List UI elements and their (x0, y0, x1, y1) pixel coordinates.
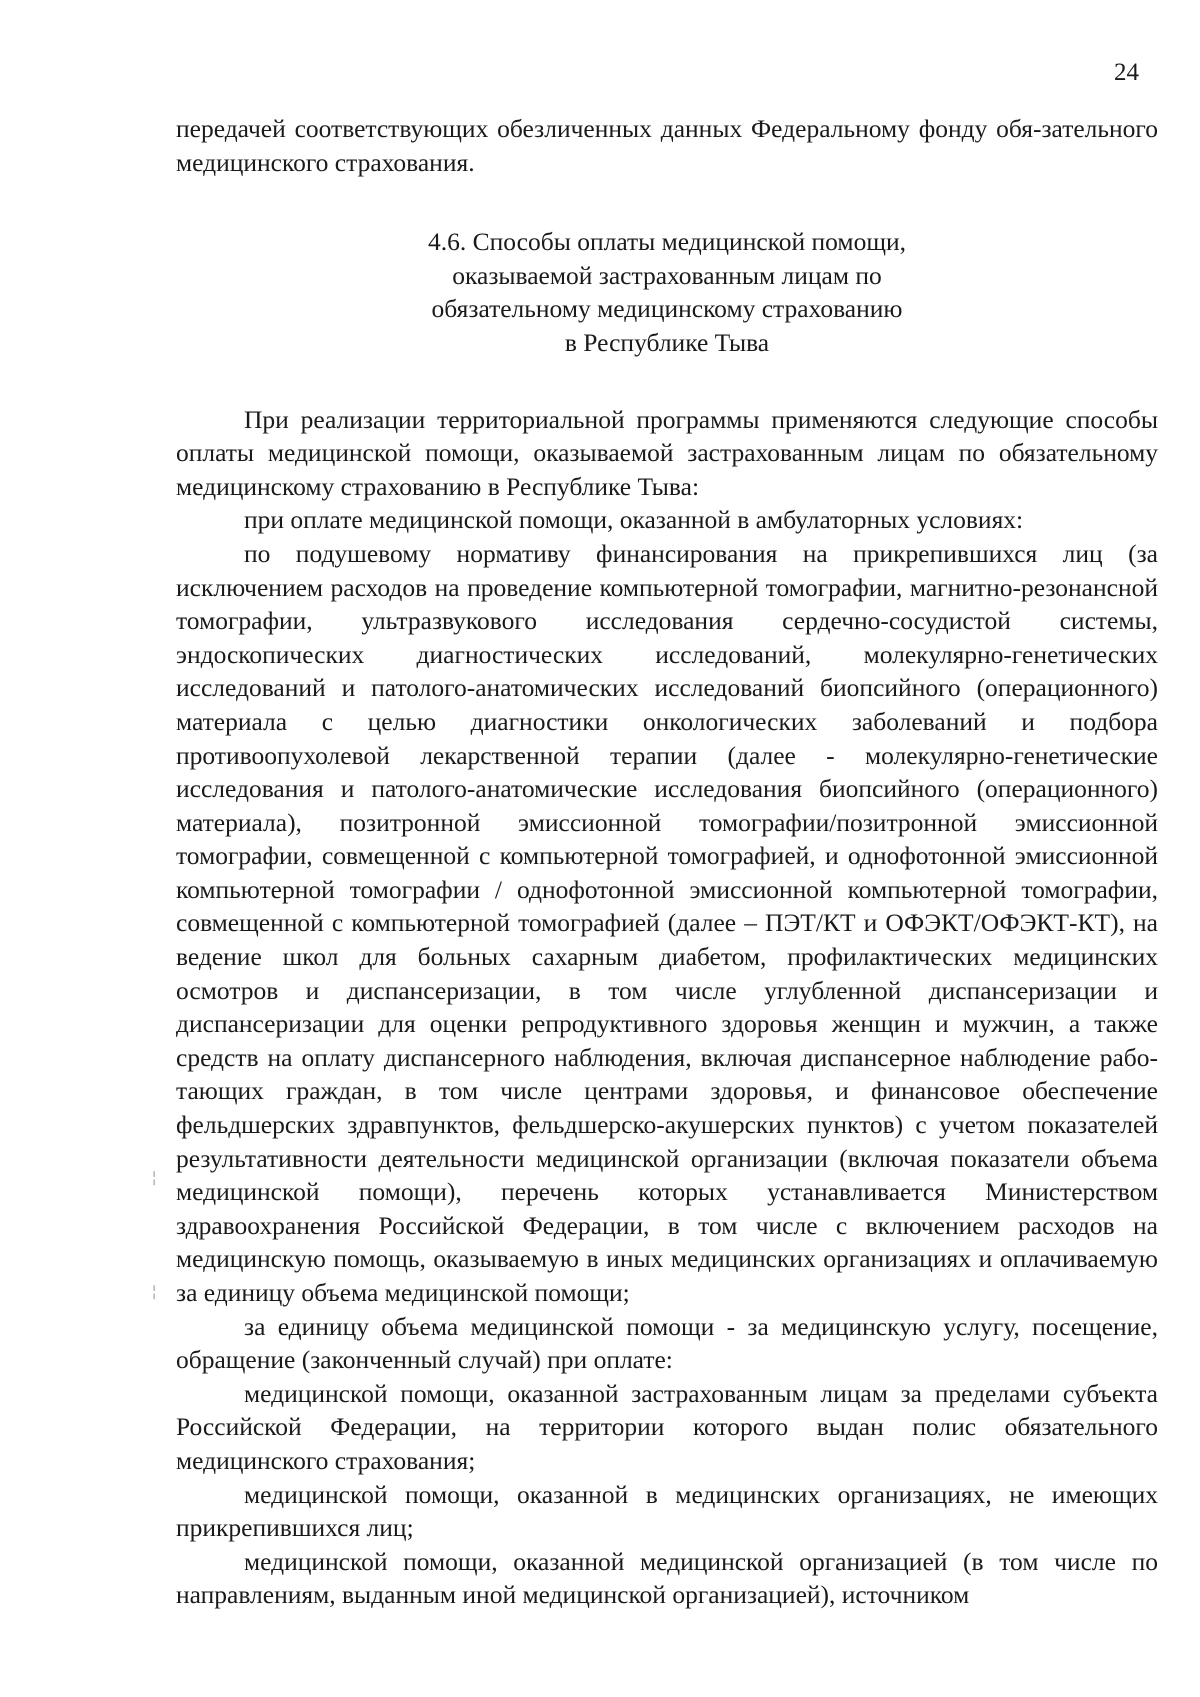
scan-artifact: ╎ (150, 1286, 159, 1301)
paragraph: по подушевому нормативу финансирования на прикрепившихся лиц (за исключением расходов на проведение компьютерной томографии, магнитно-резонансной томографии, ультразвукового исследования сердечно-сосудистой системы, эндоскопических диагностических исследований, молекулярно-генетических исследований и патолого-анатомических исследований биопсийного (операционного) материала с целью диагностики онкологических заболеваний и подбора противоопухолевой лекарственной терапии (далее - молекулярно-генетические исследования и патолого-анатомические исследования биопсийного (операционного) материала), позитронной эмиссионной томографии/позитронной эмиссионной томографии, совмещенной с компьютерной томографией, и однофотонной эмиссионной компьютерной томографии / однофотонной эмиссионной компьютерной томографии, совмещенной с компьютерной томографией (далее – ПЭТ/КТ и ОФЭКТ/ОФЭКТ-КТ), на ведение школ для больных сахарным диабетом, профилактических медицинских осмотров и диспансеризации, в том числе углубленной диспансеризации и диспансеризации для оценки репродуктивного здоровья женщин и мужчин, а также средств на оплату диспансерного наблюдения, включая диспансерное наблюдение работающих граждан, в том числе центрами здоровья, и финансовое обеспечение фельдшерских здравпунктов, фельдшерско-акушерских пунктов) с учетом показателей результативности деятельности медицинской организации (включая показатели объема медицинской помощи), перечень которых устанавливается Министерством здравоохранения Российской Федерации, в том числе с включением расходов на медицинскую помощь, оказываемую в иных медицинских организациях и оплачиваемую за единицу объема медицинской помощи; (176, 538, 1158, 1307)
page-number: 24 (1114, 59, 1139, 86)
heading-line: оказываемой застрахованным лицам по (452, 260, 882, 290)
paragraph: медицинской помощи, оказанной в медицинских организациях, не имеющих прикрепившихся лиц; (176, 1479, 1158, 1543)
section-heading (176, 225, 1158, 359)
paragraph: за единицу объема медицинской помощи - за медицинскую услугу, посещение, обращение (законченный случай) при оплате: (176, 1311, 1158, 1375)
heading-line: обязательному медицинскому страхованию (431, 294, 903, 324)
paragraph: медицинской помощи, оказанной застрахованным лицам за пределами субъекта Российской Федерации, на территории которого выдан полис обязательного медицинского страхования; (176, 1378, 1158, 1475)
document-body (176, 112, 1158, 1612)
scan-artifact: ╎ (150, 1172, 159, 1187)
paragraph: при оплате медицинской помощи, оказанной в амбулаторных условиях: (244, 505, 1024, 535)
heading-line: 4.6. Способы оплаты медицинской помощи, (428, 227, 906, 257)
paragraph: медицинской помощи, оказанной медицинской организацией (в том числе по направлениям, выданным иной медицинской организацией), источником (176, 1546, 1158, 1610)
heading-line: в Республике Тыва (564, 327, 770, 357)
paragraph-continuation: передачей соответствующих обезличенных данных Федеральному фонду обя-зательного медицинского страхования. (176, 114, 1158, 177)
paragraph: При реализации территориальной программы применяются следующие способы оплаты медицинской помощи, оказываемой застрахованным лицам по обязательному медицинскому страхованию в Республике Тыва: (176, 404, 1158, 501)
